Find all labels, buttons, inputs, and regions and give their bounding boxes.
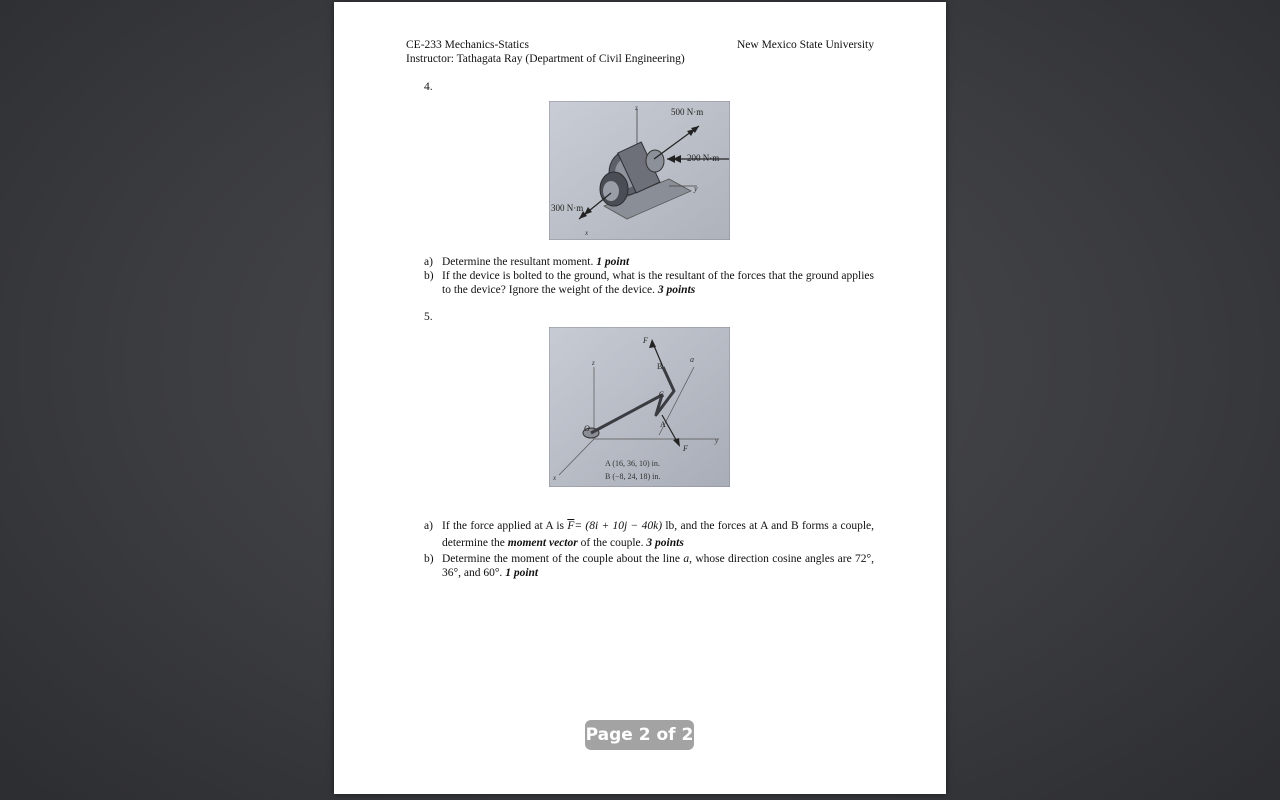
university-name: New Mexico State University xyxy=(736,39,874,51)
q5a-text2: lb, and the forces at A and B forms a couple, determine the xyxy=(442,520,875,549)
fig4-label-200: 200 N·m xyxy=(687,153,720,163)
question-5a xyxy=(424,518,874,552)
question-4-number: 4. xyxy=(424,81,433,93)
q4b-text: If the device is bolted to the ground, what is the resultant of the forces that the ground applies to the device? Ignore the weight of the device. xyxy=(442,270,874,296)
fig4-label-300: 300 N·m xyxy=(551,203,584,213)
course-title: CE-233 Mechanics-Statics xyxy=(406,39,529,51)
fig5-label-z: z xyxy=(592,359,595,367)
q5a-points: 3 points xyxy=(646,537,684,549)
q5a-label: a) xyxy=(424,520,433,532)
fig5-coord-A: A (16, 36, 10) in. xyxy=(605,459,660,468)
fig5-label-B: B xyxy=(657,362,663,371)
q5b-text2: , whose direction cosine angles are 72°, 36°, and 60°. xyxy=(442,553,875,579)
q4a-points: 1 point xyxy=(596,256,630,268)
fig5-label-F-top: F xyxy=(643,336,648,345)
question-5b xyxy=(424,552,874,580)
question-4b xyxy=(424,269,874,297)
fig4-label-y: y xyxy=(694,184,698,193)
question-4a xyxy=(424,255,874,269)
q4a-text: Determine the resultant moment. xyxy=(442,256,594,268)
fig5-coord-B: B (−8, 24, 18) in. xyxy=(605,472,661,481)
q5b-italic: a xyxy=(683,553,690,565)
question-4-parts xyxy=(424,255,874,297)
q5b-text1: Determine the moment of the couple about the line xyxy=(442,553,681,565)
fig5-label-A: A xyxy=(660,420,666,429)
q5a-force-symbol: $\overline{F}$ xyxy=(567,520,575,532)
fig5-label-a: a xyxy=(690,355,694,364)
fig5-label-C: C xyxy=(659,390,665,399)
page-indicator: Page 2 of 2 xyxy=(585,720,694,750)
fig5-label-y: y xyxy=(715,437,719,445)
q4b-points: 3 points xyxy=(657,284,696,296)
q5a-force-value: = (8i + 10j − 40k) xyxy=(574,520,663,532)
q5a-bold: moment vector xyxy=(507,537,578,549)
q5a-text3: of the couple. xyxy=(580,537,644,549)
question-4-figure xyxy=(549,101,730,240)
q5b-points: 1 point xyxy=(505,567,539,579)
q5a-text1: If the force applied at A is xyxy=(442,520,564,532)
q5b-label: b) xyxy=(424,553,434,565)
document-page xyxy=(334,2,946,794)
q4b-label: b) xyxy=(424,270,434,282)
fig4-label-500: 500 N·m xyxy=(671,107,704,117)
fig5-label-O: O xyxy=(584,424,590,433)
fig5-label-F-bottom: F xyxy=(683,444,688,453)
instructor-line: Instructor: Tathagata Ray (Department of Civil Engineering) xyxy=(406,53,685,65)
question-5-parts xyxy=(424,518,874,580)
question-5-figure xyxy=(549,327,730,487)
q4a-label: a) xyxy=(424,256,433,268)
fig4-label-x: x xyxy=(585,229,589,237)
question-5-number: 5. xyxy=(424,311,433,323)
fig4-label-z: z xyxy=(635,104,639,112)
fig5-label-x: x xyxy=(553,474,557,482)
